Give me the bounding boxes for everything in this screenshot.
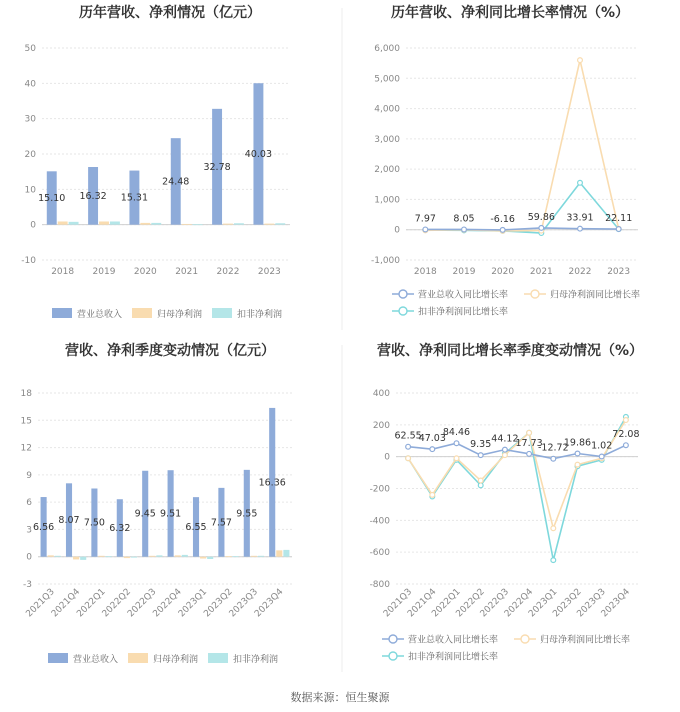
data-label: 16.32 (79, 190, 107, 202)
bar (258, 556, 264, 557)
y-tick-label: 400 (372, 389, 390, 399)
bar (275, 223, 285, 224)
y-tick-label: -1,000 (370, 256, 400, 266)
data-point (551, 526, 556, 531)
x-tick-label: 2021Q3 (24, 587, 57, 620)
bar (193, 224, 203, 225)
x-tick-label: 2019 (92, 267, 116, 277)
data-point (527, 430, 532, 435)
data-label: 15.10 (38, 192, 66, 204)
x-tick-label: 2022Q4 (502, 587, 536, 620)
bar (69, 222, 79, 225)
data-label: 7.50 (83, 517, 105, 529)
y-tick-label: -10 (21, 256, 36, 266)
data-label: 72.08 (612, 429, 640, 441)
x-tick-label: 2022Q1 (430, 587, 463, 620)
data-point (478, 478, 483, 483)
x-tick-label: 2023Q4 (253, 587, 286, 620)
y-tick-label: -800 (369, 580, 390, 590)
x-tick-label: 2023 (607, 267, 631, 277)
legend-swatch (48, 653, 68, 663)
legend (382, 634, 630, 663)
quarterly-growth-rate-chart (370, 342, 643, 663)
bar (99, 221, 109, 224)
y-tick-label: 6,000 (374, 44, 400, 54)
data-point (503, 447, 508, 452)
x-tick-label: 2023Q4 (599, 587, 633, 620)
data-label: 44.12 (491, 433, 519, 445)
y-tick-label: 20 (24, 150, 36, 160)
y-tick-label: 4,000 (374, 104, 400, 115)
data-label: 6.32 (109, 522, 131, 534)
data-point (616, 227, 621, 232)
bar (251, 556, 257, 557)
chart-title: 营收、净利季度变动情况（亿元） (65, 343, 275, 359)
x-tick-label: 2022Q1 (75, 587, 108, 620)
data-label: 84.46 (442, 427, 471, 439)
data-label: 16.36 (258, 477, 286, 489)
y-tick-label: 200 (372, 420, 390, 431)
legend-marker (399, 307, 407, 315)
data-label: 15.31 (120, 192, 149, 204)
legend (52, 308, 282, 320)
y-tick-label: 3,000 (374, 134, 400, 145)
y-tick-label: -200 (369, 484, 390, 495)
series-line (425, 183, 618, 233)
bar (106, 556, 112, 557)
bar (98, 556, 104, 557)
data-point (430, 492, 435, 497)
y-tick-label: 0 (30, 220, 36, 231)
x-tick-label: 2020 (133, 267, 157, 277)
data-point (423, 227, 428, 232)
legend-marker (389, 635, 397, 643)
data-label: -12.72 (537, 442, 569, 454)
x-tick-label: 2023Q1 (176, 587, 210, 620)
x-tick-label: 2021Q4 (406, 587, 439, 620)
legend-swatch (212, 308, 232, 318)
bar (55, 556, 61, 557)
data-point (551, 456, 556, 461)
data-point (454, 441, 459, 446)
legend-label: 扣非净利润同比增长率 (408, 652, 499, 663)
x-tick-label: 2023Q2 (202, 587, 235, 620)
x-tick-label: 2022 (216, 267, 240, 277)
legend (48, 653, 278, 665)
bar (234, 223, 244, 224)
legend-label: 营业总收入 (73, 655, 119, 665)
data-label: 9.55 (236, 508, 258, 520)
x-tick-label: 2023Q1 (527, 587, 560, 620)
data-label: 47.03 (418, 433, 446, 445)
legend-swatch (208, 653, 228, 663)
data-label: 7.57 (210, 517, 232, 529)
x-tick-label: 2023Q3 (227, 587, 261, 620)
chart-title: 营收、净利同比增长率季度变动情况（%） (376, 343, 644, 359)
x-tick-label: 2022Q2 (100, 587, 134, 620)
y-tick-label: 9 (26, 470, 32, 481)
x-tick-label: 2021Q3 (381, 587, 415, 620)
data-point (575, 462, 580, 467)
y-tick-label: 12 (20, 443, 32, 454)
data-label: 24.48 (162, 176, 190, 188)
bar (73, 557, 79, 560)
legend-label: 归母净利润同比增长率 (540, 635, 631, 646)
y-tick-label: 50 (24, 44, 36, 54)
x-tick-label: 2023Q2 (551, 587, 584, 620)
y-tick-label: 5,000 (374, 74, 400, 85)
x-tick-label: 2021Q4 (49, 587, 83, 620)
bar (264, 224, 274, 225)
y-tick-label: 2,000 (374, 165, 400, 176)
bar (110, 221, 120, 224)
data-label: 17.73 (515, 437, 543, 449)
y-tick-label: 0 (26, 552, 32, 563)
bar (182, 555, 188, 557)
bar (48, 555, 54, 556)
y-tick-label: -600 (369, 548, 390, 559)
y-tick-label: -400 (369, 516, 390, 527)
data-point (503, 453, 508, 458)
data-label: 9.35 (470, 439, 492, 451)
legend (392, 289, 640, 318)
bar (80, 557, 86, 560)
bar (124, 557, 130, 558)
legend-marker (521, 635, 529, 643)
bar (200, 557, 206, 559)
data-point (430, 447, 435, 452)
legend-label: 扣非净利润同比增长率 (418, 307, 509, 318)
data-point (406, 444, 411, 449)
legend-label: 归母净利润 (157, 310, 203, 320)
y-tick-label: 3 (26, 525, 32, 536)
legend-label: 营业总收入同比增长率 (418, 290, 509, 301)
legend-swatch (52, 308, 72, 318)
x-tick-label: 2022Q4 (151, 587, 184, 620)
x-tick-label: 2022Q2 (454, 587, 487, 620)
bar (276, 550, 282, 556)
data-point (578, 180, 583, 185)
legend-label: 营业总收入同比增长率 (408, 635, 499, 646)
data-point (539, 226, 544, 231)
data-label: 8.05 (453, 213, 475, 225)
data-label: 40.03 (244, 148, 273, 160)
y-tick-label: 30 (24, 114, 36, 125)
data-label: 9.51 (160, 508, 182, 520)
bar (233, 556, 239, 557)
x-tick-label: 2023Q3 (575, 587, 608, 620)
data-point (624, 418, 629, 423)
data-label: 7.97 (414, 213, 436, 225)
x-tick-label: 2022Q3 (478, 587, 512, 620)
y-tick-label: 1,000 (374, 195, 400, 206)
legend-marker (399, 290, 407, 298)
data-point (578, 226, 583, 231)
data-source-note: 数据来源：恒生聚源 (290, 691, 390, 704)
x-tick-label: 2022 (568, 267, 592, 277)
bar (156, 555, 162, 556)
bar (58, 221, 68, 224)
legend-swatch (132, 308, 152, 318)
y-tick-label: 6 (26, 498, 32, 509)
y-tick-label: 10 (24, 185, 36, 196)
data-label: 22.11 (605, 213, 633, 225)
data-label: 1.02 (591, 440, 613, 452)
bar (131, 557, 137, 558)
x-tick-label: 2021 (529, 267, 553, 277)
data-label: 19.86 (563, 437, 592, 449)
y-tick-label: 15 (20, 416, 32, 427)
series-line (425, 60, 618, 231)
bar (223, 224, 233, 225)
x-tick-label: 2019 (452, 267, 476, 277)
y-tick-label: 0 (394, 225, 400, 236)
data-label: 59.86 (527, 211, 555, 223)
data-point (478, 483, 483, 488)
legend-marker (389, 652, 397, 660)
data-point (462, 227, 467, 232)
bar (283, 550, 289, 557)
bar (182, 224, 192, 225)
y-tick-label: 0 (384, 452, 390, 463)
data-label: 32.78 (203, 161, 231, 173)
y-tick-label: -3 (23, 580, 32, 590)
x-tick-label: 2023 (257, 267, 281, 277)
data-point (599, 454, 604, 459)
x-tick-label: 2018 (413, 267, 437, 277)
data-point (527, 451, 532, 456)
bar (175, 555, 181, 556)
bar (149, 556, 155, 557)
data-point (578, 58, 583, 63)
data-point (454, 456, 459, 461)
data-label: 6.55 (185, 521, 207, 533)
legend-label: 扣非净利润 (237, 310, 283, 320)
data-label: 62.55 (394, 430, 422, 442)
data-point (551, 558, 556, 563)
data-label: 6.56 (33, 521, 55, 533)
data-label: -6.16 (490, 213, 515, 225)
legend-label: 营业总收入 (77, 310, 123, 320)
data-point (624, 443, 629, 448)
bar (225, 556, 231, 557)
y-tick-label: 18 (20, 389, 32, 399)
data-point (500, 228, 505, 233)
x-tick-label: 2022Q3 (126, 587, 159, 620)
legend-label: 归母净利润 (153, 655, 199, 665)
chart-title: 历年营收、净利同比增长率情况（%） (390, 5, 630, 21)
data-point (406, 456, 411, 461)
x-tick-label: 2021 (175, 267, 199, 277)
legend-label: 扣非净利润 (233, 655, 279, 665)
bar (207, 557, 213, 559)
data-label: 9.45 (134, 508, 156, 520)
quarterly-revenue-profit-chart (21, 342, 292, 665)
bar (140, 223, 150, 225)
data-point (575, 451, 580, 456)
x-tick-label: 2018 (51, 267, 75, 277)
x-tick-label: 2020 (491, 267, 515, 277)
chart-title: 历年营收、净利情况（亿元） (79, 5, 261, 21)
data-label: 33.91 (566, 212, 594, 224)
legend-marker (531, 290, 539, 298)
annual-revenue-profit-chart (21, 4, 290, 320)
data-label: 8.07 (58, 515, 80, 527)
y-tick-label: 40 (24, 79, 36, 90)
legend-swatch (128, 653, 148, 663)
legend-label: 归母净利润同比增长率 (550, 290, 641, 301)
data-point (478, 453, 483, 458)
annual-growth-rate-chart (371, 4, 640, 318)
bar (151, 223, 161, 225)
